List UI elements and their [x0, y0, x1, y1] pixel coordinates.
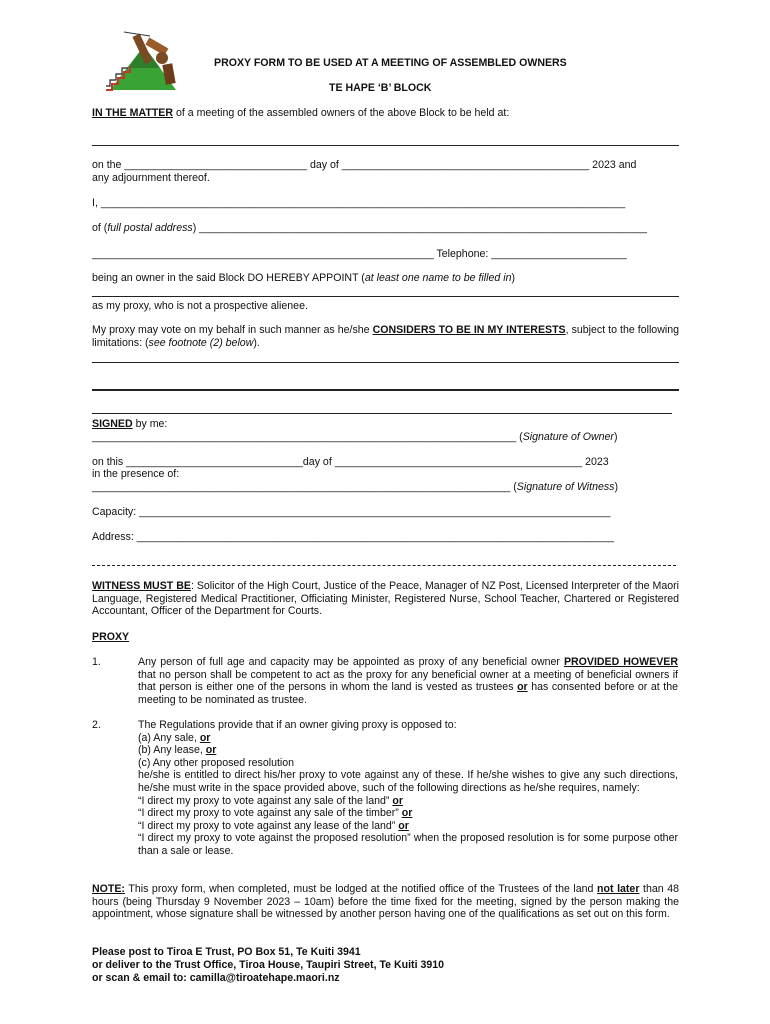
block-name: TE HAPE ‘B’ BLOCK	[329, 82, 432, 94]
limitations-line-3[interactable]	[92, 413, 672, 414]
signing-date-line[interactable]: on this ______________________________day of __________________________________________ 2023	[92, 456, 609, 468]
address-line[interactable]: of (full postal address) ____________________________________________________________________________	[92, 222, 647, 234]
name-line[interactable]: I, _________________________________________________________________________________________	[92, 197, 626, 209]
witness-signature-line[interactable]: _______________________________________________________________________ (Signature of Witness)	[92, 481, 618, 493]
item-2-number: 2.	[92, 719, 101, 731]
limitations-line-1[interactable]	[92, 362, 679, 363]
item-1-text: Any person of full age and capacity may be appointed as proxy of any beneficial owner PROVIDED HOWEVER that no person shall be competent to act as the proxy for any beneficial owner at a meeting of beneficial owners if that person is either one of the persons in whom the land is vested as trustees or has consented before or at the meeting to be nominated as trustee.	[138, 656, 678, 706]
appoint-text: being an owner in the said Block DO HEREBY APPOINT (at least one name to be filled in)	[92, 272, 516, 284]
witness-qualifications: WITNESS MUST BE: Solicitor of the High Court, Justice of the Peace, Manager of NZ Post, Licensed Interpreter of the Maori Language, Registered Medical Practitioner, Officiating Minister, Registered Nurse, School Teacher, Chartered or Registered Accountant, Officer of the Department for Courts.	[92, 580, 679, 618]
owner-signature-line[interactable]: ________________________________________________________________________ (Signature of Owner)	[92, 431, 618, 443]
post-address: Please post to Tiroa E Trust, PO Box 51, Te Kuiti 3941	[92, 946, 361, 958]
deliver-address: or deliver to the Trust Office, Tiroa House, Taupiri Street, Te Kuiti 3910	[92, 959, 445, 971]
email-address[interactable]: or scan & email to: camilla@tiroatehape.maori.nz	[92, 972, 340, 984]
adjournment-text: any adjournment thereof.	[92, 172, 210, 184]
vote-text: My proxy may vote on my behalf in such manner as he/she CONSIDERS TO BE IN MY INTERESTS, subject to the following limitations: (see footnote (2) below).	[92, 324, 679, 349]
item-1-number: 1.	[92, 656, 101, 668]
date-line: on the _______________________________ day of __________________________________________ 2023 and	[92, 159, 637, 171]
presence-text: in the presence of:	[92, 468, 180, 480]
alienee-text: as my proxy, who is not a prospective alienee.	[92, 300, 308, 312]
venue-line[interactable]	[92, 145, 679, 146]
capacity-line[interactable]: Capacity: ________________________________________________________________________________	[92, 506, 611, 518]
item-2-text: The Regulations provide that if an owner giving proxy is opposed to: (a) Any sale, or (b) Any lease, or (c) Any other proposed resolution he/she is entitled to direct his/her proxy to vote against any of these. If he/she wishes to give any such directions, he/she must write in the space provided above, such of the following directions as he/she requires, namely: “I direct my proxy to vote against any sale of the land” or “I direct my proxy to vote against any sale of the timber” or “I direct my proxy to vote against any lease of the land” or “I direct my proxy to vote against the proposed resolution” when the proposed resolution is for some purpose other than a sale or lease.	[138, 719, 678, 857]
proxy-heading: PROXY	[92, 631, 130, 643]
trust-logo	[104, 28, 182, 92]
proxy-name-line[interactable]	[92, 296, 679, 297]
form-title: PROXY FORM TO BE USED AT A MEETING OF ASSEMBLED OWNERS	[214, 57, 567, 69]
matter-text: IN THE MATTER of a meeting of the assembled owners of the above Block to be held at:	[92, 107, 510, 119]
signed-heading: SIGNED by me:	[92, 418, 168, 430]
limitations-line-2[interactable]	[92, 389, 679, 391]
lodgement-note: NOTE: This proxy form, when completed, must be lodged at the notified office of the Trustees of the land not later than 48 hours (being Thursday 9 November 2023 – 10am) before the time fixed for the meeting, signed by the person making the appointment, whose signature shall be witnessed by another person having one of the qualifications as set out on this form.	[92, 883, 679, 921]
telephone-line[interactable]: __________________________________________________________ Telephone: _______________________	[92, 248, 627, 260]
witness-address-line-2[interactable]	[92, 565, 676, 566]
witness-address-line[interactable]: Address: _________________________________________________________________________________	[92, 531, 614, 543]
